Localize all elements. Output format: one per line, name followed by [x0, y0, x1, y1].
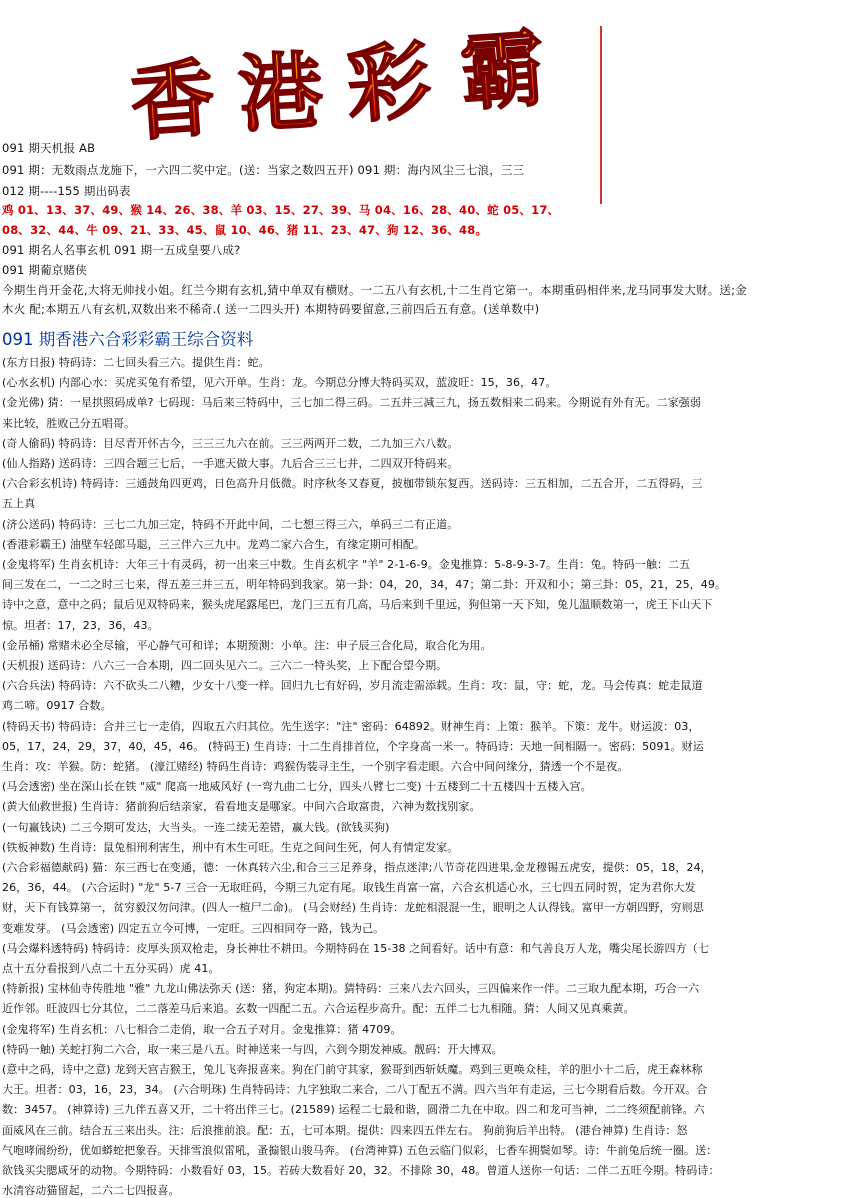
- header-line: 木火 配;本期五八有玄机,双数出来不稀奇.( 送一二四头开) 本期特码要留意,三前四后五有意。(送单数中): [2, 302, 540, 316]
- zodiac-number-line: 鸡 01、13、37、49、猴 14、26、38、羊 03、15、27、39、马 04、16、28、40、蛇 05、17、: [2, 203, 560, 217]
- page-title: 091 期香港六合彩彩霸王综合资料: [2, 330, 254, 349]
- svg-text:霸: 霸: [457, 22, 548, 123]
- article-line: (六合彩福德献码) 猫：东三西七在变通，德：一休真转六尘,和合三三足养身，指点迷津;八节奇花四进果,金龙穆锡五虎安，提供：05，18，24，: [2, 861, 712, 874]
- article-line: 26，36，44。 (六合运时) "龙" 5-7 三合一无取旺码，今期三九定有尾。取钱生肖富一富，六合玄机适心水，三七四五同时贺，定为君你大发: [2, 881, 696, 895]
- article-line: (心水玄机) 内部心水：买虎买兔有希望，见六开单。生肖：龙。今期总分博大特码买双，蓝波旺：15，36，47。: [2, 376, 557, 390]
- article-line: (铁板神数) 生肖诗：鼠兔相刑利害生，刑中有木生可旺。生克之间问生死，何人有情定发家。: [2, 840, 459, 854]
- article-line: (六合彩玄机诗) 特码诗：三通鼓角四更鸡，日色高升月低微。时序秋冬又春夏，披枷带锁东复西。送码诗：三五相加，二五合开，二五得码，三: [2, 477, 703, 491]
- zodiac-number-line: 08、32、44、牛 09、21、33、45、鼠 10、46、猪 11、23、47、狗 12、36、48。: [2, 223, 488, 237]
- header-line: 091 期：无数雨点龙施下，一六四二奖中定。(送：当家之数四五开) 091 期：海内风尘三七浪，三三: [2, 163, 525, 177]
- article-line: 数：3457。 (神算诗) 三九伴五喜又开，二十将出伴三七。(21589) 运程二七最和谐，圆滑二九在中取。四二和龙可当神，二二终须配前锋。六: [2, 1103, 705, 1117]
- article-line: 面威风在三前。结合五三来出头。注：后浪推前浪。配：五，七可本期。提供：四来四五伴左右。 狗前狗后羊出特。 (港台神算) 生肖诗：怒: [2, 1123, 688, 1137]
- article-line: 点十五分看报到八点二十五分买码）虎 41。: [2, 962, 220, 975]
- article-line: 变难发芽。 (马会透密) 四定五立今可博，一定旺。三四相同夺一路，钱为己。: [2, 921, 385, 935]
- article-line: 来比较，胜败己分五唱哥。: [2, 416, 136, 430]
- article-line: (天机报) 送码诗：八六三一合本期，四二回头见六二。三六二一特头奖，上下配合望今期。: [2, 659, 448, 672]
- article-line: 大王。坦者：03，16，23，34。 (六合明珠) 生肖特码诗：九字独取二来合，二八丁配五不满。四六当年有走运，三七今期看后数。今开双。合: [2, 1083, 708, 1097]
- article-line: (金鬼将军) 生肖玄机：八七相合二走俏，取一合五子对月。金鬼推算：猪 4709。: [2, 1022, 402, 1036]
- article-line: (黄大仙救世报) 生肖诗：猪前狗后结亲家，看看地支是哪家。中间六合取富贵，六神为数找别家。: [2, 800, 481, 814]
- article-line: (马会爆料透特码) 特码诗：皮厚头顶双枪走，身长神壮不耕田。今期特码在 15-38 之间看好。话中有意：和气善良万人龙，嘴尖尾长游四方（七: [2, 941, 709, 955]
- svg-text:香: 香: [130, 49, 218, 148]
- article-line: (仙人指路) 送码诗：三四合题三七后，一手遮天做大事。九后合三三七并，二四双开特码来。: [2, 457, 459, 470]
- header-line: 今期生肖开金花,大将无帅找小姐。红兰今期有玄机,猜中单双有横财。一二五八有玄机,十二生肖它第一。本期重码相伴来,龙马同事发大财。送;金: [2, 283, 747, 297]
- article-line: (济公送码) 特码诗：三七二九加三定，特码不开此中间，二七想三得三六，单码三二有正道。: [2, 517, 459, 531]
- article-line: 间三发在二，一二之时三七来，得五差三并三五，明年特码到我家。第一卦：04，20，34，47；第二卦：开双和小；第三卦：05，21，25，49。: [2, 578, 727, 592]
- article-line: (特码天书) 特码诗：合并三七一走俏，四取五六归其位。先生送字："注" 密码：64892。财神生肖：上策：猴羊。下策：龙牛。财运波：03，: [2, 719, 700, 733]
- header-line: 091 期葡京赌侠: [2, 263, 87, 277]
- article-line: (香港彩霸王) 油壁车轻郎马聪，三三伴六三九中。龙鸡二家六合生，有缘定期可相配。: [2, 537, 426, 551]
- article-line: (意中之码，诗中之意) 龙到天宫吉猴王，兔儿飞奔报喜来。狗在门前守其家，猴哥到西斩妖魔。鸡到三更唤众桂，羊的胆小十二后，虎王森林称: [2, 1063, 703, 1076]
- header-line: 091 期天机报 AB: [2, 141, 96, 155]
- article-line: (东方日报) 特码诗：二七回头看三六。提供生肖：蛇。: [2, 356, 270, 369]
- article-line: (奇人偷码) 特码诗：目尽青开怀古今，三三三九六在前。三三两两开二数，二九加三六八数。: [2, 436, 459, 450]
- article-line: 近作邻。旺波四七分其位，二二落差马后来追。玄数一四配二五。六合运程步高升。配：五伴二七九相随。猜：人间又见真乘黄。: [2, 1002, 635, 1016]
- article-line: 五上真: [2, 497, 36, 511]
- article-line: (六合兵法) 特码诗：六不砍头二八糟，少女十八变一样。回归九七有好码，岁月流走需添载。生肖：攻：鼠，守：蛇，龙。马会传真：蛇走鼠道: [2, 679, 703, 693]
- article-line: 鸡二啼。0917 合数。: [2, 699, 112, 713]
- divider-line: [600, 26, 602, 204]
- article-line: (马会透密) 坐在深山长在铁 "威" 爬高一地威风好 (一弯九曲二七分，四头八臂七二变) 十五楼到二十五楼四十五楼入宫。: [2, 780, 592, 794]
- article-line: 惊。坦者：17，23，36，43。: [2, 618, 159, 632]
- article-line: 财，天下有钱算第一，贫穷毅汉勿问津。(四人一楦尸二命)。 (马会财经) 生肖诗：龙蛇相混混一生，眼明之人认得钱。富甲一方朝四野，穷则思: [2, 901, 704, 915]
- article-line: (一句赢钱诀) 二三今期可发达，大当头。一连二续无差错，赢大钱。(欲钱买狗): [2, 820, 390, 834]
- article-line: 生肖：攻：羊猴。防：蛇猪。 (濠江赌经) 特码生肖诗：鸡猴伪装寻主生，一个别字看走眼。六合中间问缘分，猜透一个不是夜。: [2, 760, 629, 773]
- article-line: 气咆哮闹纷纷，优如蟒蛇把象吞。天排雪浪似雷吼，蚤搧银山骏马奔。 (台湾神算) 五色云临门似彩，七香车拥鬓如琴。诗：牛前兔后统一圈。送：: [2, 1143, 718, 1157]
- article-line: 欲钱买尖腮咸牙的动物。今期特码：小数看好 03，15。若砖大数看好 20，32。不排除 30，48。曾道人送你一句话：二伴二五旺今期。特码诗：: [2, 1164, 720, 1177]
- article-line: (金鬼将军) 生肖玄机诗：大年三十有灵码，初一出来三中数。生肖玄机字 "羊" 2-1-6-9。金鬼推算：5-8-9-3-7。生肖：兔。特码一触：二五: [2, 558, 691, 571]
- article-line: 诗中之意，意中之码；鼠后见双特码来，猴头虎尾露尾巴，龙门三五有几高，马后来到千里远，狗但第一天下知，兔儿温顺数第一，虎王下山天下: [2, 598, 713, 612]
- svg-text:彩: 彩: [343, 31, 435, 135]
- header-line: 091 期名人名事玄机 091 期一五成皇要八成?: [2, 243, 241, 257]
- article-line: 05，17，24，29，37，40，45，46。 (特码王) 生肖诗：十二生肖排首位，个字身高一米一。特码诗：天地一间相隔一。密码：5091。财运: [2, 739, 704, 753]
- article-line: (特新报) 宝林仙寺传胜地 "雅" 九龙山佛法弥天 (送：猪，狗定本期)。猜特码：三来八去六回头，三四偏来作一伴。二三取九配本期，巧合一六: [2, 982, 700, 996]
- article-line: (特码一触) 关蛇打狗二六合，取一来三是八五。时神送来一与四，六到今期发神威。靓码：开大博双。: [2, 1042, 503, 1056]
- article-line: 水清容动猫留起，二六二七四报喜。: [2, 1184, 180, 1198]
- svg-text:港: 港: [236, 41, 326, 145]
- banner-logo: [130, 22, 600, 148]
- article-line: (金光佛) 猜：一星拱照码成单? 七码现：马后来三特码中，三七加二得三码。二五并三减三九，扬五数相来二码来。今期说有外有无。二家强弱: [2, 396, 702, 410]
- banner-logo-art: [130, 22, 600, 148]
- header-line: 012 期----155 期出码表: [2, 184, 131, 198]
- article-line: (金吊桶) 常赌未必全尽输，平心静气可和详；本期预测：小单。注：申子辰三合化局，取合化为用。: [2, 638, 492, 652]
